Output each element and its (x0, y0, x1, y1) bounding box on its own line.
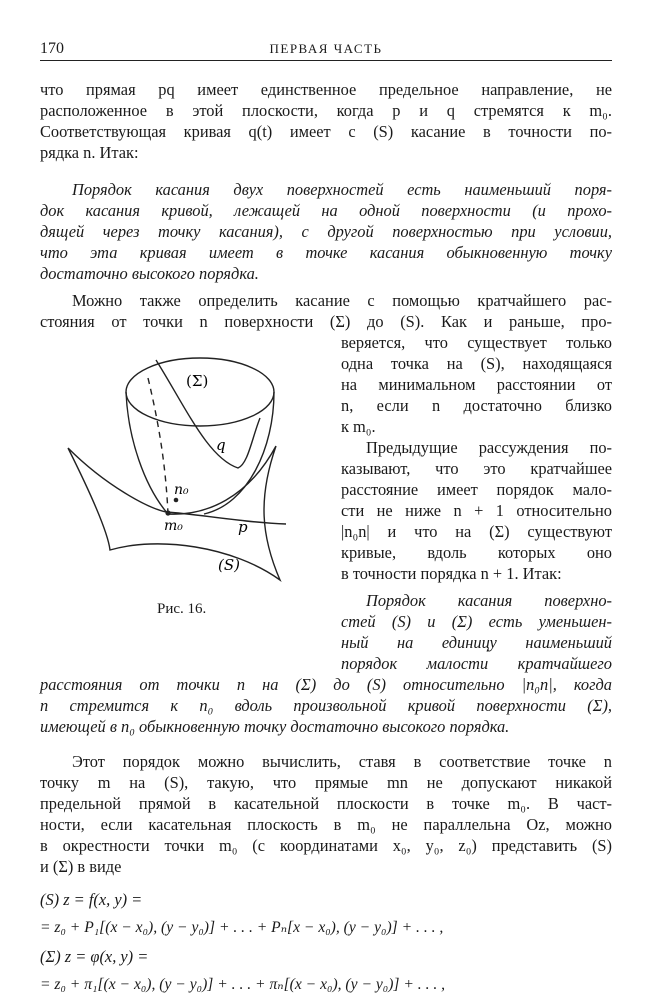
page-number: 170 (40, 40, 64, 57)
statement-line: n стремится к n₀ вдоль произвольной кривой поверхности (Σ), (40, 696, 612, 715)
formula-line: = z₀ + P₁[(x − x₀), (y − y₀)] + . . . + Pₙ[x − x₀), (y − y₀)] + . . . , (40, 919, 444, 936)
text-line: Предыдущие рассуждения по- (366, 438, 612, 457)
surface-sigma-left (126, 392, 168, 514)
label-p: p (238, 518, 248, 536)
text-line: что прямая pq имеет единственное предельное направление, не (40, 80, 612, 99)
statement-line: стей (S) и (Σ) есть уменьшен- (341, 612, 612, 631)
text-line: предельной прямой в касательной плоскости в точке m₀. В част- (40, 794, 612, 813)
text-line: |n₀n| и что на (Σ) существуют (341, 522, 612, 541)
figure-16 (48, 318, 333, 618)
statement-line: имеющей в n₀ обыкновенную точку достаточно высокого порядка. (40, 717, 510, 736)
text-line: Этот порядок можно вычислить, ставя в соответствие точке n (72, 752, 612, 771)
statement-line: что эта кривая имеет в точке касания обыкновенную точку (40, 243, 612, 262)
curve-p (166, 512, 286, 524)
curve-pq-dashed (148, 378, 168, 514)
text-line: одна точка на (S), находящаяся (341, 354, 612, 373)
text-line: Соответствующая кривая q(t) имеет с (S) касание в точности по- (40, 122, 612, 141)
surface-sigma-rim (126, 358, 274, 426)
text-line: ности, если касательная плоскость в m₀ не параллельна Oz, можно (40, 815, 612, 834)
statement-line: достаточно высокого порядка. (40, 264, 259, 283)
text-line: на минимальном расстоянии от (341, 375, 612, 394)
label-m0: m₀ (164, 518, 183, 534)
running-header (40, 38, 612, 61)
text-line: Можно также определить касание с помощью кратчайшего рас- (72, 291, 612, 310)
text-line: расположенное в этой плоскости, когда p и q стремятся к m₀. (40, 101, 612, 120)
formula-line: (Σ) z = φ(x, y) = (40, 947, 149, 966)
text-line: стояния от точки n поверхности (Σ) до (S). Как и раньше, про- (40, 312, 612, 331)
text-line: казывают, что это кратчайшее (341, 459, 612, 478)
text-line: рядка n. Итак: (40, 143, 139, 162)
formula-line: (S) z = f(x, y) = (40, 890, 143, 909)
text-line: и (Σ) в виде (40, 857, 122, 876)
formula-line: = z₀ + π₁[(x − x₀), (y − y₀)] + . . . + πₙ[(x − x₀), (y − y₀)] + . . . , (40, 976, 446, 993)
point-n0 (174, 498, 179, 503)
text-line: к m₀. (341, 417, 376, 436)
running-title: ПЕРВАЯ ЧАСТЬ (269, 41, 383, 56)
statement-line: расстояния от точки n на (Σ) до (S) относительно |n₀n|, когда (40, 675, 612, 694)
statement-line: порядок малости кратчайшего (341, 654, 612, 673)
label-n0: n₀ (174, 482, 189, 498)
statement-line: дящей через точку касания), с другой поверхностью при условии, (40, 222, 612, 241)
statement-line: Порядок касания двух поверхностей есть наименьший поря- (72, 180, 612, 199)
text-line: кривые, вдоль которых оно (341, 543, 612, 562)
statement-line: Порядок касания поверхно- (366, 591, 612, 610)
label-sigma: (Σ) (186, 372, 209, 390)
text-line: в точности порядка n + 1. Итак: (341, 564, 562, 583)
text-line: сти не ниже n + 1 относительно (341, 501, 612, 520)
text-line: точку m на (S), такую, что прямые mn не допускают никакой (40, 773, 612, 792)
text-line: веряется, что существует только (341, 333, 612, 352)
statement-line: док касания кривой, лежащей на одной поверхности (и прохо- (40, 201, 612, 220)
label-q: q (216, 436, 226, 454)
point-m0 (165, 510, 170, 515)
text-line: расстояние имеет порядок мало- (341, 480, 612, 499)
statement-line: ный на единицу наименьший (341, 633, 612, 652)
label-S: (S) (218, 556, 240, 574)
figure-caption: Рис. 16. (157, 601, 207, 617)
text-line: в окрестности точки m₀ (с координатами x₀, y₀, z₀) представить (S) (40, 836, 612, 855)
text-line: n, если n достаточно близко (341, 396, 612, 415)
